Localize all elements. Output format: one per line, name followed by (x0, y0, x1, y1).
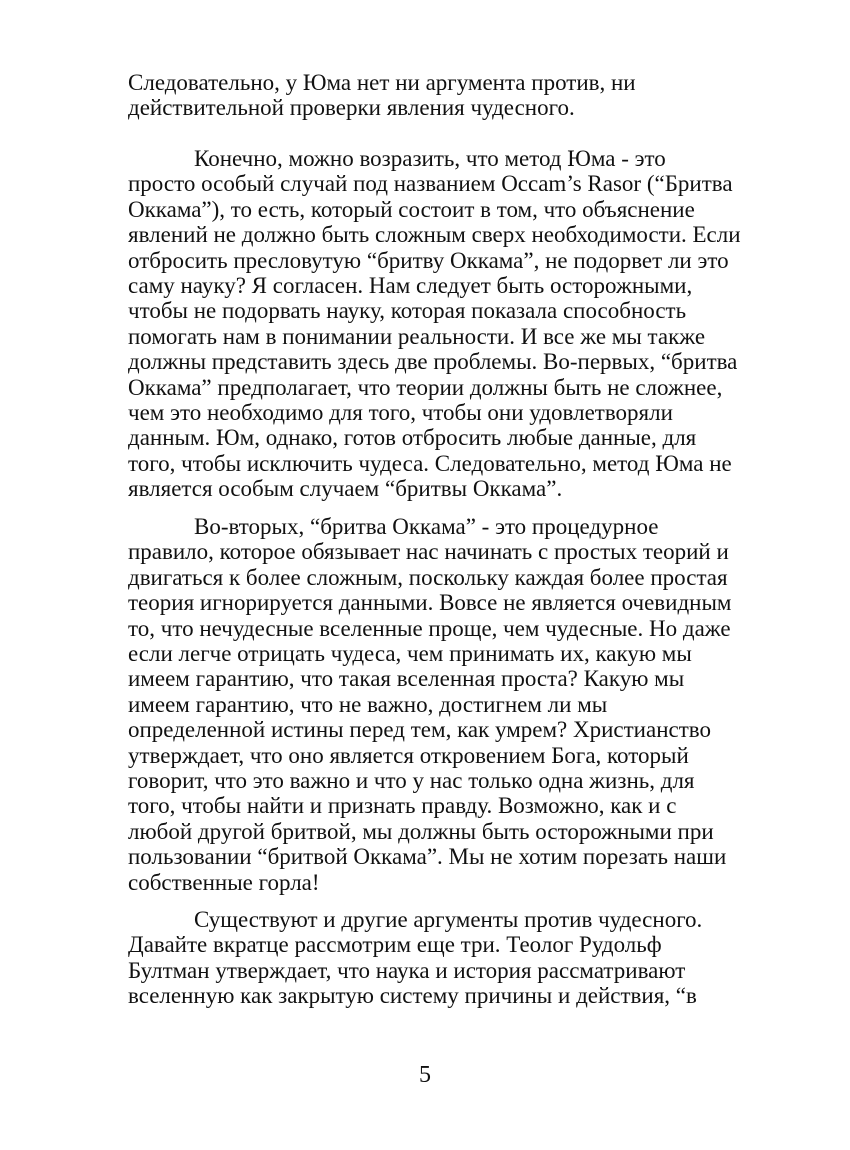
text-line: говорит, что это важно и что у нас только одна жизнь, для (128, 768, 695, 794)
text-line: любой другой бритвой, мы должны быть осторожными при (128, 818, 714, 844)
text-line: если легче отрицать чудеса, чем принимать их, какую мы (128, 641, 692, 667)
text-line: помогать нам в понимании реальности. И все же мы также (128, 323, 706, 349)
text-line: пользовании “бритвой Оккама”. Мы не хотим порезать наши (128, 844, 727, 870)
text-line: действительной проверки явления чудесного. (128, 95, 575, 121)
text-line: двигаться к более сложным, поскольку каждая более простая (128, 564, 728, 590)
text-line: саму науку? Я согласен. Нам следует быть осторожными, (128, 273, 693, 299)
text-line: является особым случаем “бритвы Оккама”. (128, 476, 563, 502)
text-line: утверждает, что оно является откровением Бога, который (128, 742, 689, 768)
text-line: Бултман утверждает, что наука и история рассматривают (128, 957, 686, 983)
text-line: имеем гарантию, что не важно, достигнем ли мы (128, 691, 608, 717)
text-line: должны представить здесь две проблемы. Во-первых, “бритва (128, 349, 738, 375)
text-line: просто особый случай под названием Occam’s Rasor (“Бритва (128, 171, 733, 197)
text-line: Оккама”), то есть, который состоит в том, что объяснение (128, 196, 695, 222)
text-line: данным. Юм, однако, готов отбросить любые данные, для (128, 425, 697, 451)
text-line: вселенную как закрытую систему причины и действия, “в (128, 983, 697, 1009)
text-line: того, чтобы найти и признать правду. Возможно, как и с (128, 793, 677, 819)
text-line: определенной истины перед тем, как умрем? Христианство (128, 717, 711, 743)
text-line: Оккама” предполагает, что теории должны быть не сложнее, (128, 374, 723, 400)
page-number: 5 (419, 1062, 431, 1088)
text-line: теория игнорируется данными. Вовсе не является очевидным (128, 590, 732, 616)
text-line: чем это необходимо для того, чтобы они удовлетворяли (128, 400, 673, 426)
text-line: Во-вторых, “бритва Оккама” - это процедурное (194, 514, 659, 539)
text-line: отбросить пресловутую “бритву Оккама”, не подорвет ли это (128, 247, 729, 273)
paragraph-2 (128, 146, 748, 502)
text-line: чтобы не подорвать науку, которая показала способность (128, 298, 687, 324)
text-line: имеем гарантию, что такая вселенная проста? Какую мы (128, 666, 685, 692)
paragraph-3 (128, 514, 748, 895)
text-line: явлений не должно быть сложным сверх необходимости. Если (128, 222, 741, 248)
text-line: Конечно, можно возразить, что метод Юма - это (194, 146, 666, 171)
text-line: Существуют и другие аргументы против чудесного. (194, 907, 703, 932)
text-line: Давайте вкратце рассмотрим еще три. Теолог Рудольф (128, 932, 662, 958)
paragraph-4 (128, 907, 748, 1009)
text-line: правило, которое обязывает нас начинать с простых теорий и (128, 539, 729, 565)
text-line: Следовательно, у Юма нет ни аргумента против, ни (128, 70, 636, 95)
paragraph-1 (128, 70, 748, 121)
text-line: собственные горла! (128, 869, 320, 895)
text-line: то, что нечудесные вселенные проще, чем чудесные. Но даже (128, 615, 731, 641)
text-line: того, чтобы исключить чудеса. Следовательно, метод Юма не (128, 450, 732, 476)
